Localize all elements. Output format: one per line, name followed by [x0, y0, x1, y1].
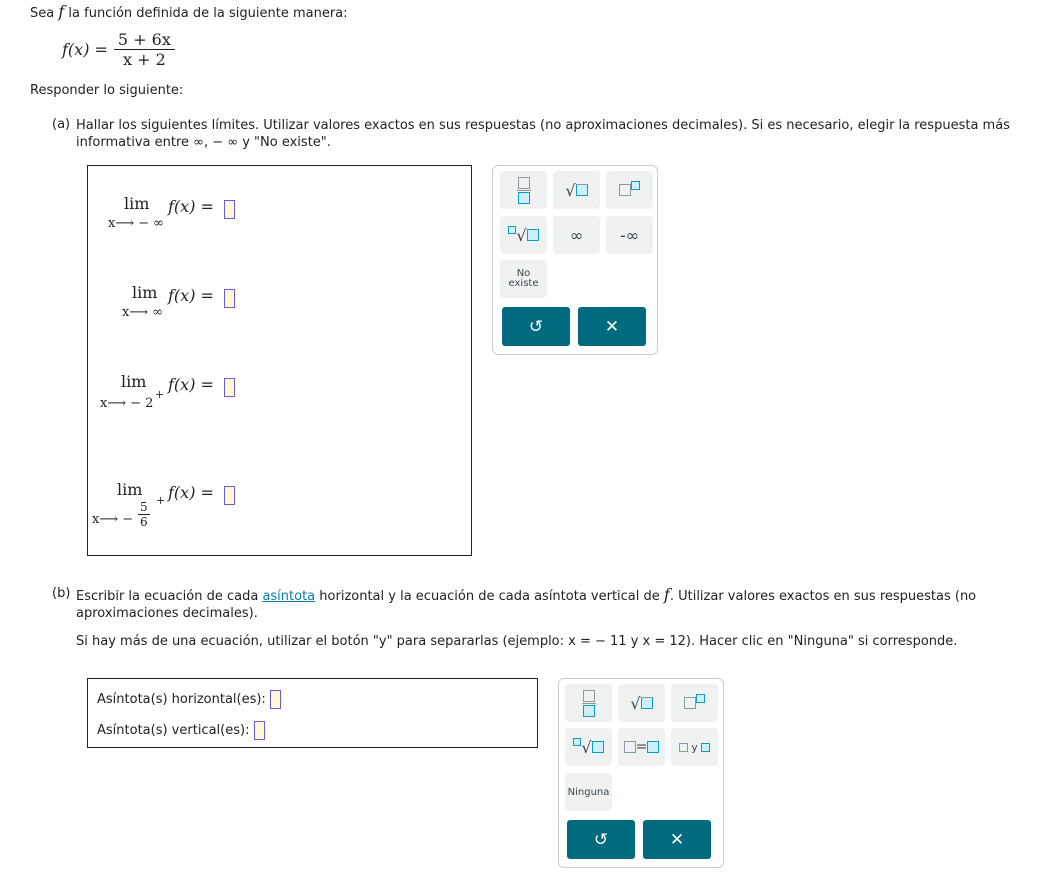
answer-input[interactable]	[224, 200, 235, 219]
part-a-label: (a)	[52, 117, 71, 132]
power-button[interactable]	[671, 684, 718, 722]
clear-button[interactable]: ✕	[643, 820, 711, 859]
power-button[interactable]	[606, 171, 653, 209]
part-a-instructions: Hallar los siguientes límites. Utilizar valores exactos en sus respuestas (no aproximaciones decimales). Si es necesario, elegir la respuesta más informativa entre ∞, − ∞ y "No existe".	[76, 118, 1010, 150]
intro: Sea f la función definida de la siguiente manera:	[30, 2, 348, 21]
answer-input[interactable]	[224, 289, 235, 308]
vertical-input[interactable]	[254, 721, 265, 740]
vertical-asymptote-row: Asíntota(s) vertical(es):	[97, 721, 265, 740]
horizontal-asymptote-row: Asíntota(s) horizontal(es):	[97, 690, 281, 709]
undo-button[interactable]: ↺	[567, 820, 635, 859]
horizontal-input[interactable]	[270, 690, 281, 709]
limits-answer-box: lim x⟶ − ∞ f(x) = lim x⟶ ∞ f(x) = lim x⟶ − 2 + f(x) = lim x⟶ − $\frac{5}{6}$ + f(x) =	[87, 165, 472, 556]
asymptote-answer-box	[87, 678, 538, 748]
sqrt-button[interactable]: √	[553, 171, 600, 209]
undo-button[interactable]: ↺	[502, 307, 570, 346]
part-b-hint: Si hay más de una ecuación, utilizar el botón "y" para separarlas (ejemplo: x = − 11 y x = 12). Hacer clic en "Ninguna" si corresponde.	[76, 634, 958, 649]
nth-root-button[interactable]: √	[565, 728, 612, 766]
fraction-button[interactable]	[565, 684, 612, 722]
answer-input[interactable]	[224, 486, 235, 505]
equals-button[interactable]: =	[618, 728, 665, 766]
asintota-link[interactable]: asíntota	[262, 589, 316, 604]
part-b-label: (b)	[52, 586, 71, 601]
neg-infinity-button[interactable]: -∞	[606, 216, 653, 254]
math-keypad-b	[558, 678, 724, 868]
math-keypad-a	[492, 165, 658, 355]
and-button[interactable]: y	[671, 728, 718, 766]
no-existe-button[interactable]: No existe	[500, 260, 547, 298]
respond-text: Responder lo siguiente:	[30, 83, 184, 98]
nth-root-button[interactable]: √	[500, 216, 547, 254]
fraction-button[interactable]	[500, 171, 547, 209]
function-definition: f(x) = $\frac{5 + 6x}{x + 2}$	[62, 30, 175, 69]
clear-button[interactable]: ✕	[578, 307, 646, 346]
part-b-instructions: Escribir la ecuación de cada asíntota horizontal y la ecuación de cada asíntota vertical de f. Utilizar valores exactos en sus respuestas (no aproximaciones decimales).	[76, 585, 977, 621]
answer-input[interactable]	[224, 378, 235, 397]
ninguna-button[interactable]: Ninguna	[565, 773, 612, 811]
infinity-button[interactable]: ∞	[553, 216, 600, 254]
sqrt-button[interactable]: √	[618, 684, 665, 722]
